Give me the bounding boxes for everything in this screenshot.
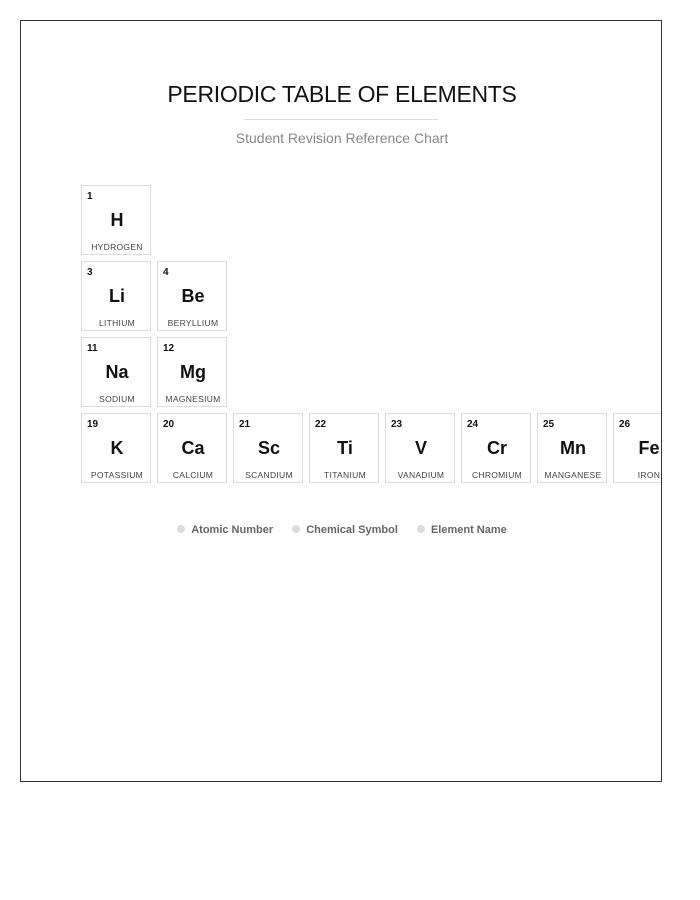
element-cell-vanadium (385, 413, 455, 483)
element-cell-potassium (81, 413, 151, 483)
periodic-table-page (20, 20, 662, 782)
chemical-symbol: Be (181, 286, 205, 306)
chemical-symbol: Fe (638, 438, 660, 458)
atomic-number: 23 (391, 419, 403, 430)
chemical-symbol: K (110, 438, 124, 458)
element-name: CHROMIUM (471, 470, 523, 480)
atomic-number: 20 (163, 419, 175, 430)
chemical-symbol: Cr (486, 438, 507, 458)
element-cell-hydrogen (81, 185, 151, 255)
chemical-symbol: Ca (181, 438, 205, 458)
element-name: HYDROGEN (91, 242, 143, 252)
element-name: SCANDIUM (245, 470, 293, 480)
element-name: LITHIUM (98, 318, 136, 328)
element-name: POTASSIUM (90, 470, 144, 480)
atomic-number: 4 (163, 267, 169, 278)
element-name: SODIUM (99, 394, 135, 404)
page-subtitle: Student Revision Reference Chart (235, 130, 449, 146)
atomic-number: 11 (87, 343, 98, 354)
atomic-number: 26 (619, 419, 631, 430)
legend-item-atomic-number (177, 524, 273, 536)
element-name: MANGANESE (544, 470, 602, 480)
legend-item-element-name (417, 524, 507, 536)
element-name: BERYLLIUM (167, 318, 219, 328)
chemical-symbol: V (414, 438, 427, 458)
chemical-symbol: Sc (257, 438, 281, 458)
chemical-symbol: Li (109, 286, 125, 306)
atomic-number: 3 (87, 267, 93, 278)
element-cell-sodium (81, 337, 151, 407)
element-name: IRON (637, 470, 661, 480)
chemical-symbol: Mg (180, 362, 206, 382)
chemical-symbol: Mn (560, 438, 586, 458)
element-cell-scandium (233, 413, 303, 483)
atomic-number: 1 (87, 191, 93, 202)
atomic-number: 19 (87, 419, 99, 430)
atomic-number: 25 (543, 419, 555, 430)
element-cell-chromium (461, 413, 531, 483)
element-name: VANADIUM (397, 470, 445, 480)
chemical-symbol: Ti (337, 438, 353, 458)
element-cell-lithium (81, 261, 151, 331)
legend-label: Chemical Symbol (306, 524, 398, 536)
element-cell-iron (613, 413, 662, 483)
legend-label: Element Name (430, 524, 507, 536)
element-cell-magnesium (157, 337, 227, 407)
element-cell-titanium (309, 413, 379, 483)
legend-label: Atomic Number (191, 524, 274, 536)
element-cell-beryllium (157, 261, 227, 331)
page-title: PERIODIC TABLE OF ELEMENTS (167, 81, 517, 107)
legend-dot-icon (177, 525, 185, 533)
legend-item-chemical-symbol (292, 524, 398, 536)
element-cell-manganese (537, 413, 607, 483)
chemical-symbol: Na (105, 362, 129, 382)
atomic-number: 24 (467, 419, 479, 430)
legend-dot-icon (292, 525, 300, 533)
legend-dot-icon (417, 525, 425, 533)
atomic-number: 22 (315, 419, 327, 430)
atomic-number: 21 (239, 419, 251, 430)
element-name: TITANIUM (324, 470, 366, 480)
element-cell-calcium (157, 413, 227, 483)
element-name: CALCIUM (172, 470, 214, 480)
title-divider (244, 119, 438, 120)
chemical-symbol: H (110, 210, 124, 230)
element-name: MAGNESIUM (165, 394, 221, 404)
atomic-number: 12 (163, 343, 175, 354)
legend (21, 524, 662, 536)
